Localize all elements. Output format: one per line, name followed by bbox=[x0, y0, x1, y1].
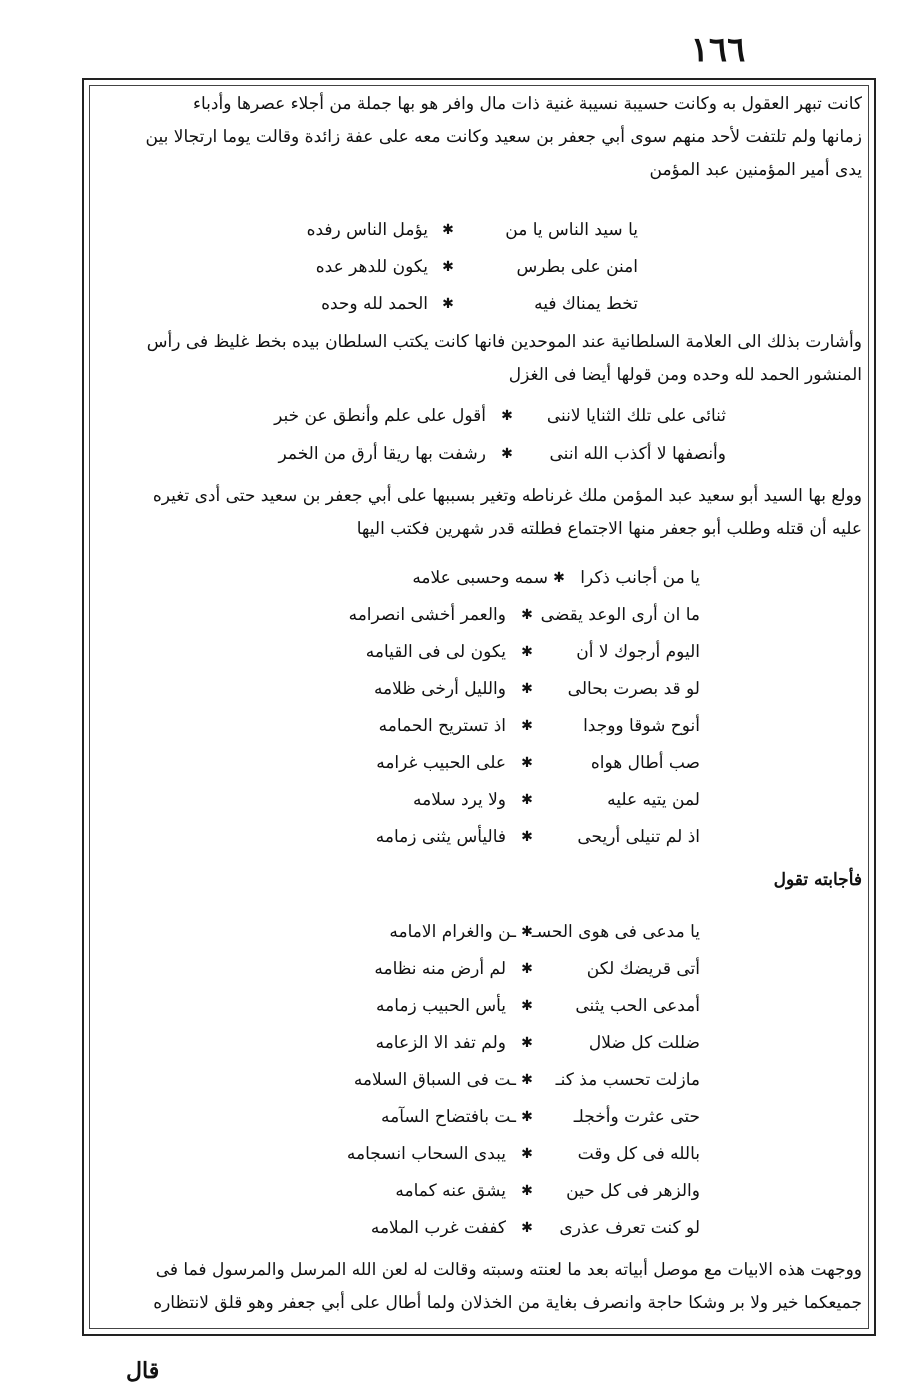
verse-second-hemistich: كففت غرب الملامه bbox=[370, 1218, 506, 1238]
verse-first-hemistich: لمن يتيه عليه bbox=[607, 790, 700, 810]
verse-separator-star: ✱ bbox=[553, 570, 565, 586]
verse-second-hemistich: على الحبيب غرامه bbox=[376, 753, 506, 773]
verse-first-hemistich: ضللت كل ضلال bbox=[588, 1033, 700, 1053]
verse-line bbox=[92, 1173, 866, 1209]
verse-first-hemistich: صب أطال هواه bbox=[590, 753, 700, 773]
verse-second-hemistich: يؤمل الناس رفده bbox=[306, 220, 428, 240]
prose-line: وولع بها السيد أبو سعيد عبد المؤمن ملك غرناطه وتغير بسببها على أبي جعفر بن سعيد حتى أدى تغيره bbox=[152, 486, 862, 506]
verse-second-hemistich: ولا يرد سلامه bbox=[412, 790, 506, 810]
verse-first-hemistich: يا من أجانب ذكرا bbox=[580, 568, 700, 588]
verse-line bbox=[92, 634, 866, 670]
prose-line: المنشور الحمد لله وحده ومن قولها أيضا فى الغزل bbox=[508, 365, 862, 385]
verse-first-hemistich: بالله فى كل وقت bbox=[577, 1144, 700, 1164]
prose-line: يدى أمير المؤمنين عبد المؤمن bbox=[649, 160, 862, 180]
verse-separator-star: ✱ bbox=[521, 998, 533, 1014]
verse-separator-star: ✱ bbox=[521, 1220, 533, 1236]
verse-separator-star: ✱ bbox=[442, 259, 454, 275]
verse-second-hemistich: فاليأس يثنى زمامه bbox=[375, 827, 506, 847]
verse-first-hemistich: مازلت تحسب مذ كنـ bbox=[555, 1070, 700, 1090]
prose-line: وأشارت بذلك الى العلامة السلطانية عند الموحدين فانها كانت يكتب السلطان بيده بخط غليظ فى رأس bbox=[146, 332, 862, 352]
verse-separator-star: ✱ bbox=[521, 755, 533, 771]
verse-second-hemistich: لم أرض منه نظامه bbox=[374, 959, 506, 979]
verse-first-hemistich: اليوم أرجوك لا أن bbox=[576, 642, 700, 662]
verse-separator-star: ✱ bbox=[521, 829, 533, 845]
verse-second-hemistich: يكون للدهر عده bbox=[315, 257, 428, 277]
verse-line bbox=[92, 782, 866, 818]
verse-line bbox=[92, 1062, 866, 1098]
verse-separator-star: ✱ bbox=[521, 1072, 533, 1088]
verse-first-hemistich: أمدعى الحب يثنى bbox=[575, 996, 700, 1016]
verse-first-hemistich: والزهر فى كل حين bbox=[566, 1181, 700, 1201]
page-text bbox=[92, 88, 866, 1328]
verse-second-hemistich: رشفت بها ريقا أرق من الخمر bbox=[278, 444, 486, 464]
verse-line bbox=[92, 819, 866, 855]
prose-block-1 bbox=[96, 88, 862, 187]
verse-separator-star: ✱ bbox=[521, 924, 533, 940]
verse-line bbox=[92, 286, 866, 322]
verse-first-hemistich: اذ لم تنيلى أريحى bbox=[577, 827, 700, 847]
verse-line bbox=[92, 988, 866, 1024]
verse-first-hemistich: ثنائى على تلك الثنايا لاننى bbox=[546, 406, 726, 426]
verse-first-hemistich: لو كنت تعرف عذرى bbox=[559, 1218, 700, 1238]
verse-separator-star: ✱ bbox=[521, 1183, 533, 1199]
verse-second-hemistich: اذ تستريح الحمامه bbox=[378, 716, 506, 736]
verse-line bbox=[92, 914, 866, 950]
verse-separator-star: ✱ bbox=[521, 644, 533, 660]
verse-line bbox=[92, 398, 866, 434]
verse-line bbox=[92, 212, 866, 248]
verse-separator-star: ✱ bbox=[501, 408, 513, 424]
verse-second-hemistich: يشق عنه كمامه bbox=[395, 1181, 506, 1201]
verse-separator-star: ✱ bbox=[521, 961, 533, 977]
verse-separator-star: ✱ bbox=[521, 1035, 533, 1051]
verse-line bbox=[92, 560, 866, 596]
verse-separator-star: ✱ bbox=[442, 222, 454, 238]
verse-line bbox=[92, 745, 866, 781]
verse-first-hemistich: أتى قريضك لكن bbox=[586, 959, 700, 979]
verse-line bbox=[92, 1025, 866, 1061]
verse-separator-star: ✱ bbox=[521, 718, 533, 734]
verse-separator-star: ✱ bbox=[521, 681, 533, 697]
verse-second-hemistich: والعمر أخشى انصرامه bbox=[348, 605, 506, 625]
verse-first-hemistich: أنوح شوقا ووجدا bbox=[583, 716, 700, 736]
verse-second-hemistich: ولم تفد الا الزعامه bbox=[375, 1033, 506, 1053]
verse-second-hemistich: يكون لى فى القيامه bbox=[365, 642, 506, 662]
verse-separator-star: ✱ bbox=[521, 1146, 533, 1162]
verse-separator-star: ✱ bbox=[521, 1109, 533, 1125]
prose-line: زمانها ولم تلتفت لأحد منهم سوى أبي جعفر بن سعيد وكانت معه على عفة زائدة وقالت يوما ارتجالا بين bbox=[145, 127, 862, 147]
verse-first-hemistich: يا مدعى فى هوى الحسـ bbox=[531, 922, 700, 942]
verse-second-hemistich: سمه وحسبى علامه bbox=[412, 568, 548, 588]
verse-first-hemistich: حتى عثرت وأخجلـ bbox=[573, 1107, 700, 1127]
verse-second-hemistich: يبدى السحاب انسجامه bbox=[346, 1144, 506, 1164]
verse-line bbox=[92, 708, 866, 744]
verse-first-hemistich: امنن على بطرس bbox=[516, 257, 638, 277]
verse-second-hemistich: الحمد لله وحده bbox=[321, 294, 428, 314]
prose-line: جميعكما خير ولا بر وشكا حاجة وانصرف بغاية من الخذلان ولما أطال على أبي جعفر وهو قلق لانتظاره bbox=[153, 1293, 862, 1313]
verse-line bbox=[92, 1210, 866, 1246]
verse-line bbox=[92, 436, 866, 472]
verse-line bbox=[92, 1136, 866, 1172]
verse-second-hemistich: والليل أرخى ظلامه bbox=[373, 679, 506, 699]
verse-line bbox=[92, 951, 866, 987]
verse-first-hemistich: يا سيد الناس يا من bbox=[505, 220, 638, 240]
verse-line bbox=[92, 249, 866, 285]
verse-second-hemistich: يأس الحبيب زمامه bbox=[375, 996, 506, 1016]
verse-first-hemistich: لو قد بصرت بحالى bbox=[567, 679, 700, 699]
page-number: ١٦٦ bbox=[690, 30, 746, 70]
verse-first-hemistich: تخط يمناك فيه bbox=[534, 294, 638, 314]
verse-separator-star: ✱ bbox=[442, 296, 454, 312]
verse-second-hemistich: أقول على علم وأنطق عن خبر bbox=[274, 406, 486, 426]
verse-separator-star: ✱ bbox=[501, 446, 513, 462]
reply-heading: فأجابته تقول bbox=[773, 870, 862, 890]
catchword: قال bbox=[126, 1358, 160, 1384]
verse-line bbox=[92, 671, 866, 707]
verse-first-hemistich: وأنصفها لا أكذب الله اننى bbox=[549, 444, 726, 464]
prose-block-2 bbox=[96, 326, 862, 392]
verse-line bbox=[92, 1099, 866, 1135]
verse-separator-star: ✱ bbox=[521, 792, 533, 808]
verse-second-hemistich: ـت بافتضاح السآمه bbox=[380, 1107, 516, 1127]
verse-first-hemistich: ما ان أرى الوعد يقضى bbox=[540, 605, 700, 625]
prose-line: كانت تبهر العقول به وكانت حسيبة نسيبة غنية ذات مال وافر هو بها جملة من أجلاء عصرها وأدباء bbox=[193, 94, 862, 114]
prose-block-3 bbox=[96, 480, 862, 546]
verse-separator-star: ✱ bbox=[521, 607, 533, 623]
verse-second-hemistich: ـت فى السباق السلامه bbox=[353, 1070, 516, 1090]
prose-line: عليه أن قتله وطلب أبو جعفر منها الاجتماع فطلته قدر شهرين فكتب اليها bbox=[356, 519, 862, 539]
prose-block-4 bbox=[96, 1254, 862, 1320]
verse-second-hemistich: ـن والغرام الامامه bbox=[389, 922, 516, 942]
prose-line: ووجهت هذه الابيات مع موصل أبياته بعد ما لعنته وسبته وقالت له لعن الله المرسل والمرسول فما فى bbox=[155, 1260, 862, 1280]
verse-line bbox=[92, 597, 866, 633]
